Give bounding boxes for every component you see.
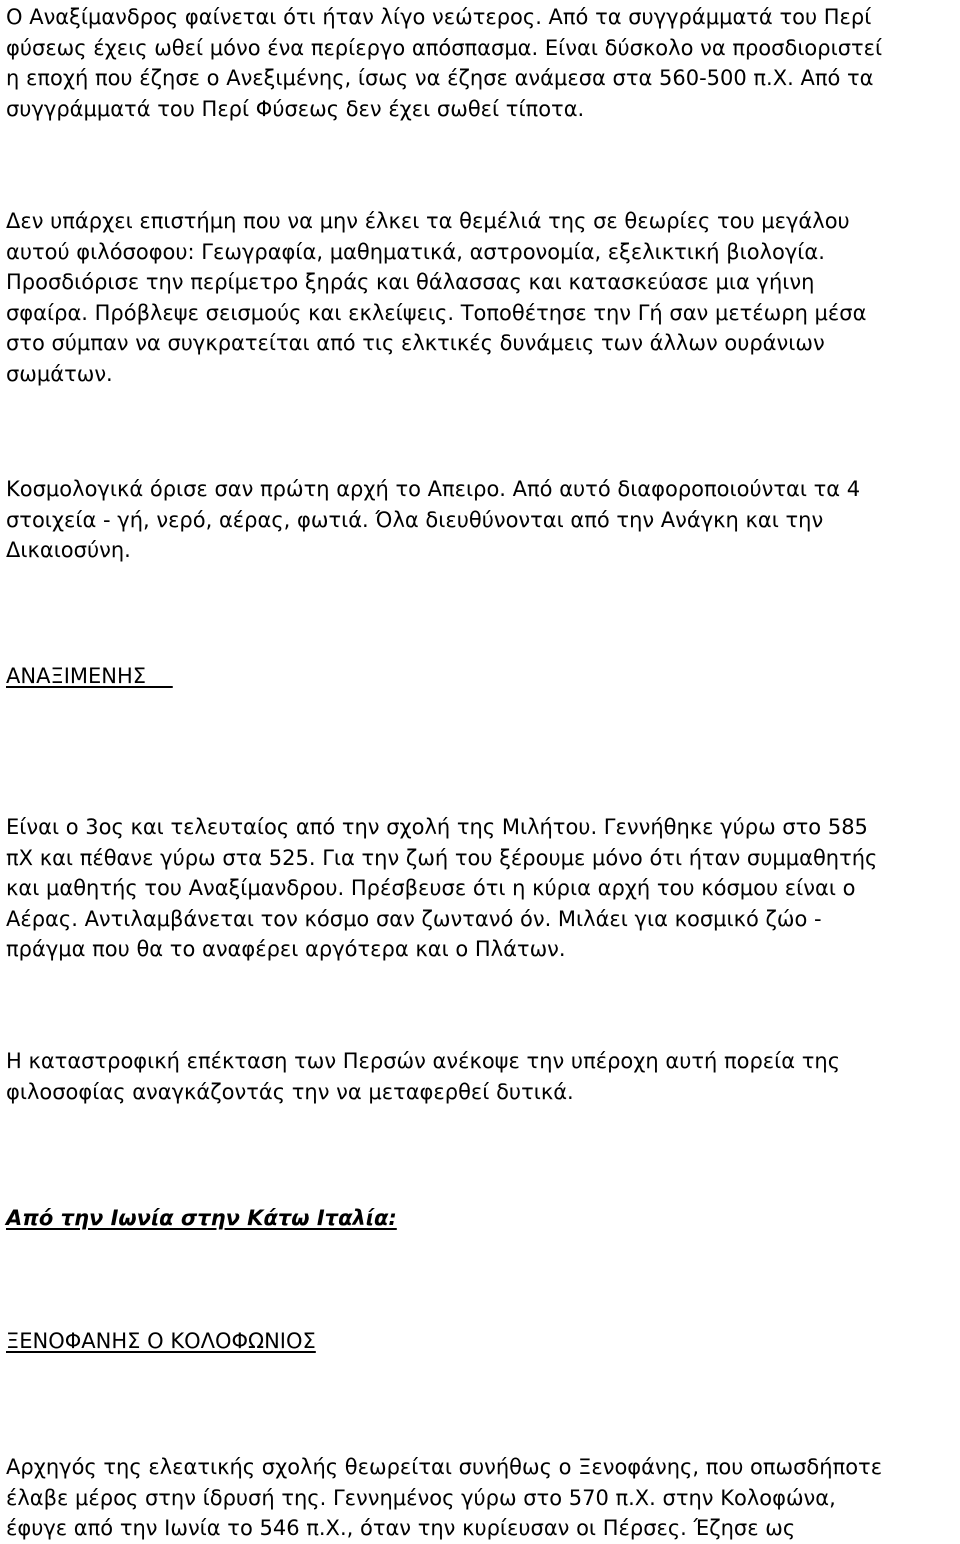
text-line: σωμάτων. [6, 361, 113, 386]
text-line: έλαβε μέρος στην ίδρυσή της. Γεννημένος γύρω στο 570 π.Χ. στην Κολοφώνα, [6, 1485, 836, 1510]
text-line: πΧ και πέθανε γύρω στα 525. Για την ζωή του ξέρουμε μόνο ότι ήταν συμμαθητής [6, 845, 878, 870]
paragraph-anaximandros-intro [6, 2, 956, 124]
text-line: αυτού φιλόσοφου: Γεωγραφία, μαθηματικά, αστρονομία, εξελικτική βιολογία. [6, 239, 825, 264]
paragraph-persians [6, 1046, 956, 1107]
section-heading: ΞΕΝΟΦΑΝΗΣ Ο ΚΟΛΟΦΩΝΙΟΣ [6, 1329, 316, 1353]
paragraph-anaximandros-science [6, 206, 956, 389]
text-line: πράγμα που θα το αναφέρει αργότερα και ο Πλάτων. [6, 937, 566, 961]
text-line: Αέρας. Αντιλαμβάνεται τον κόσμο σαν ζωντανό όν. Μιλάει για κοσμικό ζώο - [6, 906, 822, 931]
text-line: Είναι ο 3ος και τελευταίος από την σχολή της Μιλήτου. Γεννήθηκε γύρω στο 585 [6, 815, 868, 839]
paragraph-anaximenis [6, 812, 956, 965]
text-line: Η καταστροφική επέκταση των Περσών ανέκοψε την υπέροχη αυτή πορεία της [6, 1049, 841, 1073]
text-line: στοιχεία - γή, νερό, αέρας, φωτιά. Όλα διευθύνονται από την Ανάγκη και την [6, 507, 824, 532]
text-line: συγγράμματά του Περί Φύσεως δεν έχει σωθεί τίποτα. [6, 96, 585, 121]
section-heading: ΑΝΑΞΙΜΕΝΗΣ [6, 664, 173, 688]
text-line: Δικαιοσύνη. [6, 538, 131, 562]
text-line: και μαθητής του Αναξίμανδρου. Πρέσβευσε ότι η κύρια αρχή του κόσμου είναι ο [6, 876, 856, 900]
section-heading: Από την Ιωνία στην Κάτω Ιταλία: [6, 1206, 397, 1230]
text-line: σφαίρα. Πρόβλεψε σεισμούς και εκλείψεις. Τοποθέτησε την Γή σαν μετέωρη μέσα [6, 300, 867, 325]
text-line: η εποχή που έζησε ο Ανεξιμένης, ίσως να έζησε ανάμεσα στα 560-500 π.Χ. Από τα [6, 66, 874, 90]
text-line: Προσδιόρισε την περίμετρο ξηράς και θάλασσας και κατασκεύασε μια γήινη [6, 270, 815, 294]
text-line: Αρχηγός της ελεατικής σχολής θεωρείται συνήθως ο Ξενοφάνης, που οπωσδήποτε [6, 1455, 883, 1479]
text-line: έφυγε από την Ιωνία το 546 π.Χ., όταν την κυρίευσαν οι Πέρσες. Έζησε ως [6, 1516, 796, 1540]
text-line: στο σύμπαν να συγκρατείται από τις ελκτικές δυνάμεις των άλλων ουράνιων [6, 331, 825, 355]
text-line: Ο Αναξίμανδρος φαίνεται ότι ήταν λίγο νεώτερος. Από τα συγγράμματά του Περί [6, 5, 872, 29]
paragraph-anaximandros-cosmology [6, 474, 956, 566]
text-line: φιλοσοφίας αναγκάζοντάς την να μεταφερθεί δυτικά. [6, 1079, 574, 1104]
text-line: Κοσμολογικά όρισε σαν πρώτη αρχή το Απειρο. Από αυτό διαφοροποιούνται τα 4 [6, 477, 861, 501]
heading-ionia-to-italy [6, 1203, 956, 1234]
text-line: Δεν υπάρχει επιστήμη που να μην έλκει τα θεμέλιά της σε θεωρίες του μεγάλου [6, 209, 850, 233]
paragraph-xenophanis [6, 1452, 956, 1544]
text-line: φύσεως έχεις ωθεί μόνο ένα περίεργο απόσπασμα. Είναι δύσκολο να προσδιοριστεί [6, 35, 883, 60]
heading-xenophanis [6, 1326, 956, 1357]
heading-anaximenis [6, 661, 956, 692]
